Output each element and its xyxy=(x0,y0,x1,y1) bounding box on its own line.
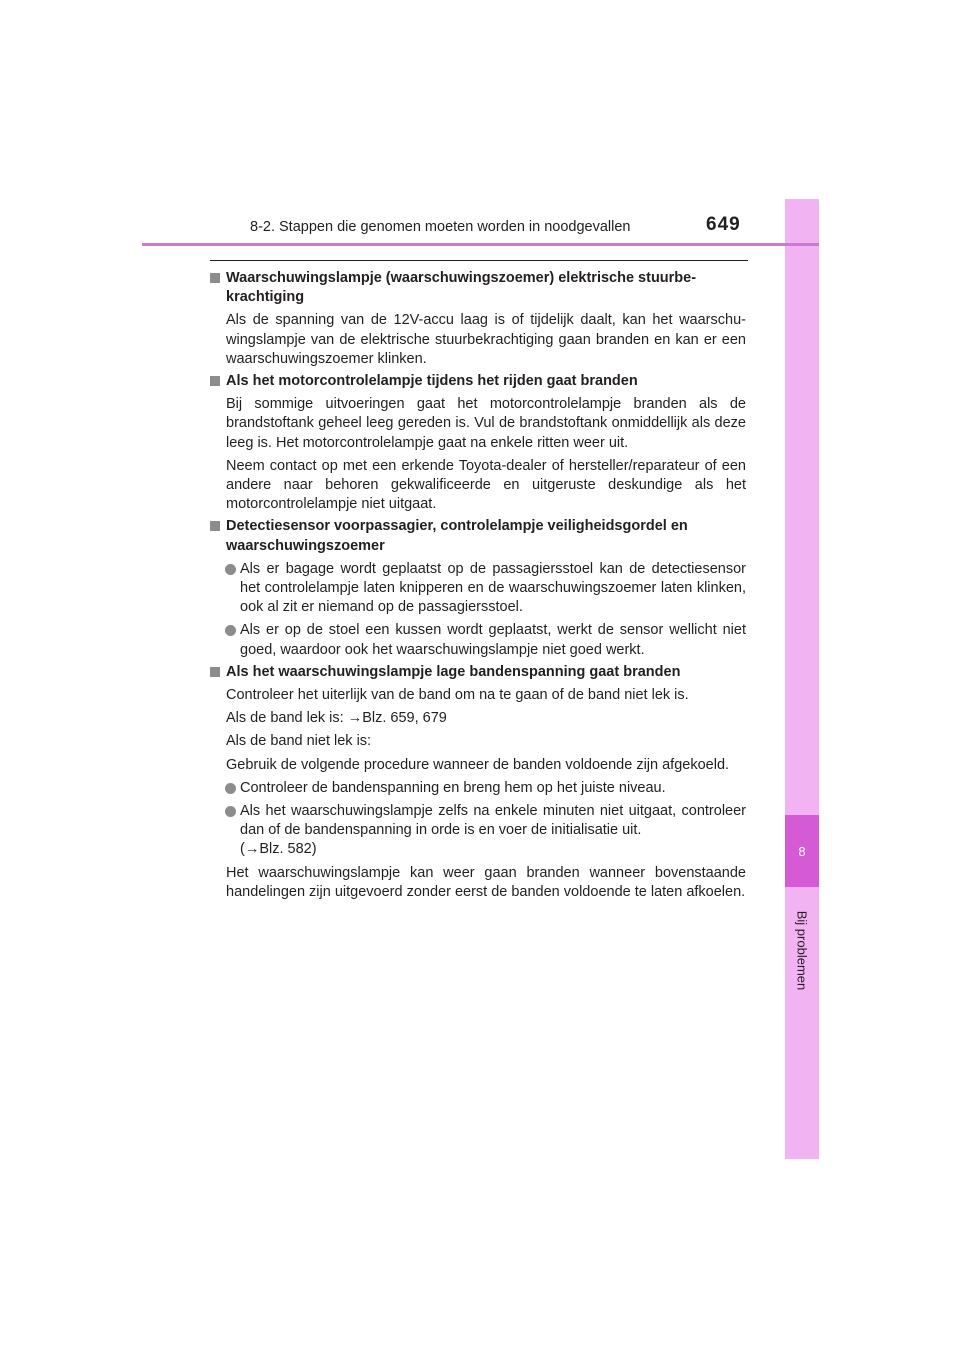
chapter-label-tab xyxy=(785,905,819,995)
round-bullet-icon xyxy=(225,806,236,817)
bullet-item: Als er op de stoel een kussen wordt geplaatst, werkt de sensor wellicht niet goed, waardoor ook het waarschuwingslampje niet goed werkt. xyxy=(210,621,746,659)
side-tab xyxy=(785,199,819,1159)
paragraph: Neem contact op met een erkende Toyota-dealer of hersteller/reparateur of een andere naar behoren gekwalificeerde en uitgeruste deskundige als het motorcontrolelampje niet uitgaat. xyxy=(226,457,746,513)
section-tire-pressure xyxy=(210,663,746,902)
section-header-title: 8-2. Stappen die genomen moeten worden in noodgevallen xyxy=(250,219,631,235)
section-heading: Detectiesensor voorpassagier, controlelampje veiligheidsgordel en waarschuwingszoemer xyxy=(210,517,746,555)
page-number: 649 xyxy=(706,214,741,235)
round-bullet-icon xyxy=(225,625,236,636)
header-rule xyxy=(142,243,819,246)
section-heading: Als het waarschuwingslampje lage bandenspanning gaat branden xyxy=(210,663,746,682)
paragraph: Als de spanning van de 12V-accu laag is of tijdelijk daalt, kan het waarschuwingslampje van de elektrische stuurbekrachtiging gaan branden en kan er een waarschuwingszoemer klinken. xyxy=(226,312,746,367)
square-bullet-icon xyxy=(210,273,220,283)
chapter-number: 8 xyxy=(798,843,806,859)
paragraph: Bij sommige uitvoeringen gaat het motorcontrolelampje branden als de brandstoftank geheel leeg gereden is. Vul de brandstoftank onmiddellijk als deze leeg is. Het motorcontrolelampje gaat na enkele ritten weer uit. xyxy=(226,396,746,451)
paragraph: Het waarschuwingslampje kan weer gaan branden wanneer bovenstaande handelingen zijn uitgevoerd zonder eerst de banden voldoende te laten afkoelen. xyxy=(226,864,746,900)
content-top-rule xyxy=(210,260,748,261)
section-passenger-sensor xyxy=(210,517,746,659)
section-engine-light xyxy=(210,372,746,514)
round-bullet-icon xyxy=(225,783,236,794)
section-heading: Als het motorcontrolelampje tijdens het rijden gaat branden xyxy=(210,372,746,391)
section-heading: Waarschuwingslampje (waarschuwingszoemer) elektrische stuurbekrachtiging xyxy=(210,269,746,307)
bullet-item: Als het waarschuwingslampje zelfs na enkele minuten niet uitgaat, controleer dan of de bandenspanning in orde is en voer de initialisatie uit. (→Blz. 582) xyxy=(210,802,746,860)
square-bullet-icon xyxy=(210,667,220,677)
page-reference: Als de band lek is: →Blz. 659, 679 xyxy=(226,710,447,727)
round-bullet-icon xyxy=(225,564,236,575)
chapter-label: Bij problemen xyxy=(794,910,810,990)
page-content xyxy=(210,266,746,902)
paragraph: Gebruik de volgende procedure wanneer de banden voldoende zijn afgekoeld. xyxy=(226,756,730,773)
chapter-number-tab xyxy=(785,815,819,887)
paragraph: Controleer het uiterlijk van de band om na te gaan of de band niet lek is. xyxy=(226,687,689,704)
page-reference: (→Blz. 582) xyxy=(240,841,317,858)
section-steering-warning xyxy=(210,269,746,369)
bullet-item: Controleer de bandenspanning en breng hem op het juiste niveau. xyxy=(210,779,746,798)
square-bullet-icon xyxy=(210,376,220,386)
bullet-item: Als er bagage wordt geplaatst op de passagiersstoel kan de detectiesensor het controlelampje laten knipperen en de waarschuwingszoemer laten klinken, ook al zit er niemand op de passagiersstoel. xyxy=(210,560,746,618)
square-bullet-icon xyxy=(210,521,220,531)
paragraph: Als de band niet lek is: xyxy=(226,733,372,750)
